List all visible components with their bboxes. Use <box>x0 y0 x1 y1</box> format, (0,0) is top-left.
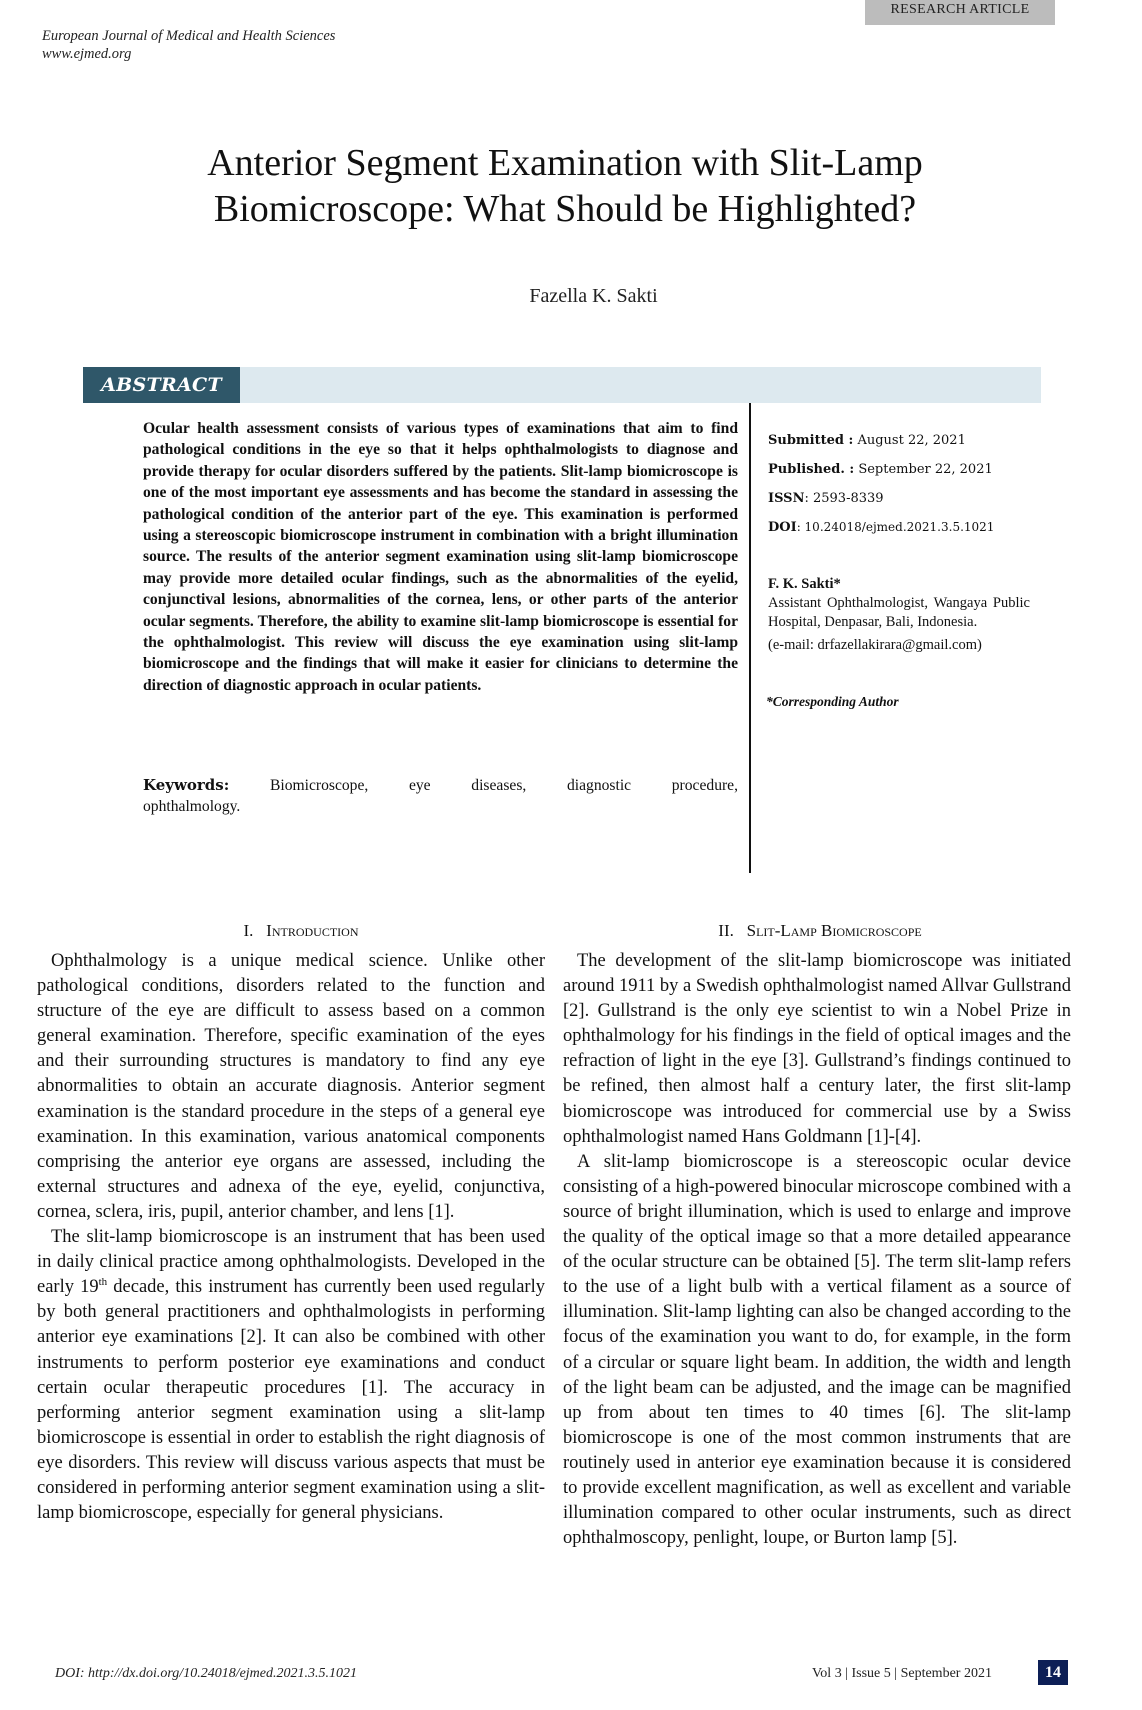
published-label: Published. : <box>768 462 855 477</box>
paragraph: A slit-lamp biomicroscope is a stereoscopic ocular device consisting of a high-powered binocular microscope combined with a source of bright illumination, which is used to enlarge and improve the quality of the optical image so that a more detailed appearance of the ocular structure can be obtained [5]. The term slit-lamp refers to the use of a light bulb with a vertical filament as a source of illumination. Slit-lamp lighting can also be changed according to the focus of the examination you want to do, for example, in the form of a circular or square light beam. In addition, the width and length of the light beam can be adjusted, and the image can be magnified up from about ten times to 40 times [6]. The slit-lamp biomicroscope is one of the most common instruments that are routinely used in anterior eye examination because it is considered to provide excellent magnification, as well as excellent and variable illumination compared to other ocular instruments, such as direct ophthalmoscopy, penlight, loupe, or Burton lamp [5]. <box>563 1151 1071 1549</box>
doi-row <box>768 520 1030 549</box>
doi-label: DOI <box>768 520 797 535</box>
submitted-date: August 22, 2021 <box>857 433 966 448</box>
title-line-2: Biomicroscope: What Should be Highlighted? <box>213 188 917 230</box>
paragraph-text: decade, this instrument has currently been used regularly by both general practitioners and ophthalmologists in performing anterior eye examinations [2]. It can also be combined with other instruments to perform posterior eye examinations and conduct certain ocular therapeutic procedures [1]. The accuracy in performing anterior segment examination using a slit-lamp biomicroscope is essential in order to establish the right diagnosis of eye disorders. This review will discuss various aspects that must be considered in performing anterior segment examination using a slit-lamp biomicroscope, especially for general physicians. <box>37 1277 545 1524</box>
footer-volume-info: Vol 3 | Issue 5 | September 2021 <box>812 1666 992 1681</box>
paragraph: The development of the slit-lamp biomicroscope was initiated around 1911 by a Swedish ophthalmologist named Allvar Gullstrand [2]. Gullstrand is the only eye scientist to win a Nobel Prize in ophthalmology for his findings in the field of optical images and the refraction of light in the eye [3]. Gullstrand’s findings continued to be refined, then almost half a century later, the first slit-lamp biomicroscope was introduced for commercial use by a Swiss ophthalmologist named Hans Goldmann [1]-[4]. <box>563 951 1072 1147</box>
affiliation-author-name: F. K. Sakti* <box>768 576 841 592</box>
section-number: I. <box>243 921 254 940</box>
abstract-label: ABSTRACT <box>83 367 240 403</box>
keywords-list: Biomicroscope, eye diseases, diagnostic procedure, ophthalmology. <box>143 777 738 815</box>
doi-value: : 10.24018/ejmed.2021.3.5.1021 <box>796 520 995 534</box>
section-title: Slit-Lamp Biomicroscope <box>746 921 922 940</box>
affiliation-text: Assistant Ophthalmologist, Wangaya Public Hospital, Denpasar, Bali, Indonesia. <box>768 595 1030 630</box>
issn-row <box>768 491 1030 520</box>
paragraph <box>37 1225 545 1526</box>
abstract-text: Ocular health assessment consists of various types of examinations that aim to find pathological conditions in the eye so that it helps ophthalmologists to diagnose and provide therapy for ocular disorders suffered by the patients. Slit-lamp biomicroscope is one of the most important eye assessments and has become the standard in assessing the pathological condition of the anterior part of the eye. This examination is performed using a stereoscopic biomicroscope instrument in combination with a bright illumination source. The results of the anterior segment examination using slit-lamp biomicroscope may provide more detailed ocular findings, such as the abnormalities of the eyelid, conjunctival lesions, abnormalities of the cornea, lens, or other parts of the anterior ocular segments. Therefore, the ability to examine slit-lamp biomicroscope is essential for the ophthalmologist. This review will discuss the eye examination using slit-lamp biomicroscope and the findings that will make it easier for clinicians to determine the direction of diagnostic approach in ocular patients. <box>143 420 738 694</box>
paragraph: Ophthalmology is a unique medical science. Unlike other pathological conditions, disorders related to the function and structure of the eye are difficult to assess based on a common general examination. Therefore, specific examination of the eyes and their surrounding structures is mandatory to find any eye abnormalities to obtain an accurate diagnosis. Anterior segment examination is the standard procedure in the steps of a general eye examination. In this examination, various anatomical components comprising the anterior eye organs are assessed, including the external structures and adnexa of the eye, eyelid, conjunctiva, cornea, sclera, iris, pupil, anterior chamber, and lens [1]. <box>37 951 545 1222</box>
page-number: 14 <box>1038 1660 1068 1685</box>
keywords <box>143 775 738 817</box>
published-date: September 22, 2021 <box>858 462 993 477</box>
keywords-label: Keywords: <box>143 776 230 794</box>
issn-label: ISSN <box>768 491 805 506</box>
issn-value: : 2593-8339 <box>804 491 884 506</box>
article-author: Fazella K. Sakti <box>529 285 658 307</box>
paragraph-text: The slit-lamp biomicroscope is an instrument that has been used in daily clinical practice among ophthalmologists. Developed in the early 19 <box>37 1227 545 1298</box>
article-metadata <box>768 433 1030 549</box>
journal-name: European Journal of Medical and Health Sciences <box>42 28 336 44</box>
superscript: th <box>98 1276 108 1289</box>
corresponding-author-note: *Corresponding Author <box>766 694 899 709</box>
article-title <box>80 140 1050 232</box>
submitted-label: Submitted : <box>768 433 854 448</box>
published-row <box>768 462 1030 491</box>
section-title: Introduction <box>266 921 359 940</box>
article-type-badge: RESEARCH ARTICLE <box>865 0 1055 25</box>
abstract-header-bar <box>83 367 1041 403</box>
journal-url[interactable]: www.ejmed.org <box>42 46 132 62</box>
title-line-1: Anterior Segment Examination with Slit-Lamp <box>207 142 923 184</box>
submitted-row <box>768 433 1030 462</box>
slit-lamp-column <box>563 949 1071 1551</box>
section-heading-slit-lamp <box>565 921 1075 941</box>
section-number: II. <box>718 921 734 940</box>
introduction-column <box>37 949 545 1526</box>
journal-header <box>42 27 335 63</box>
vertical-divider <box>749 403 751 873</box>
author-email[interactable]: (e-mail: drfazellakirara@gmail.com) <box>768 637 982 653</box>
footer-doi-link[interactable]: DOI: http://dx.doi.org/10.24018/ejmed.2021.3.5.1021 <box>55 1666 358 1681</box>
section-heading-introduction <box>56 921 546 941</box>
author-affiliation <box>768 575 1030 655</box>
